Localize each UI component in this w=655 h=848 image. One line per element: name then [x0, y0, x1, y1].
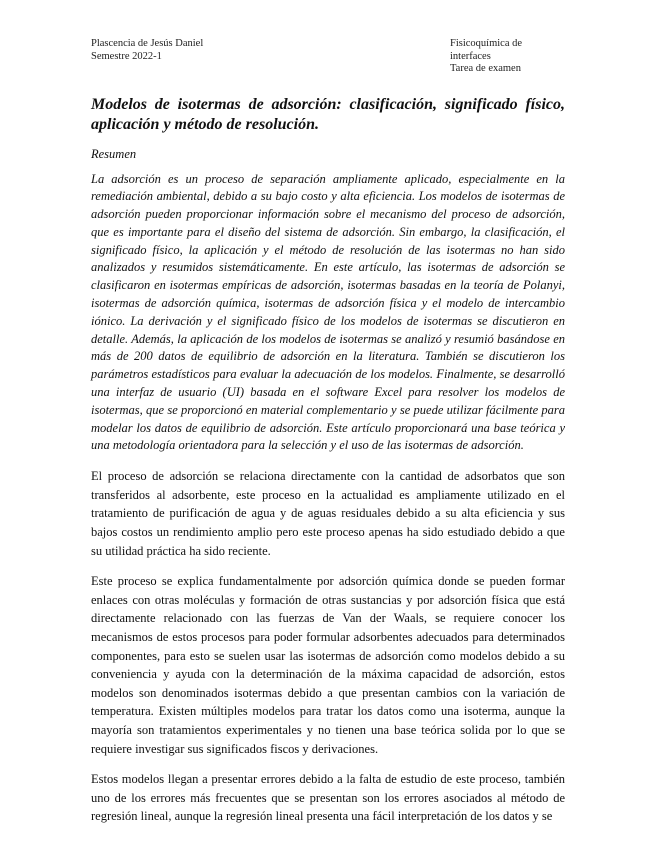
header-left: [91, 38, 203, 76]
author-name: Plascencia de Jesús Daniel: [91, 38, 204, 49]
page-header: [91, 38, 565, 76]
document-title: Modelos de isotermas de adsorción: clasificación, significado físico, aplicación y método de resolución.: [91, 95, 565, 133]
semester: Semestre 2022-1: [91, 50, 162, 62]
body-paragraph: El proceso de adsorción se relaciona directamente con la cantidad de adsorbatos que son transferidos al adsorbente, este proceso en la actualidad es ampliamente utilizado en el tratamiento de purificación de agua y de aguas residuales debido a su alta eficiencia y sus bajos costos un rendimiento amplio pero este proceso apenas ha sido estudiado debido a que su utilidad práctica ha sido reciente.: [91, 469, 565, 558]
assignment-type: Tarea de examen: [450, 63, 521, 74]
abstract-label: Resumen: [91, 146, 137, 161]
body-paragraph: Este proceso se explica fundamentalmente por adsorción química donde se pueden formar enlaces con otras moléculas y formación de otras sustancias y por adsorción física que está directamente relacionado con las fuerzas de Van der Waals, se requiere conocer los mecanismos de estos procesos para poder formular adsorbentes adecuados para determinados componentes, para esto se suelen usar las isotermas de adsorción como modelos debido a su conveniencia y ayuda con la determinación de la máxima capacidad de adsorción, estos modelos son denominados isotermas debido a que presentan cambios con la variación de temperatura. Existen múltiples modelos para tratar los datos como una isoterma, aunque la mayoría son tratamientos experimentales y no tienen una base teórica solida por lo que se requiere investigar sus significados fiscos y derivaciones.: [91, 574, 565, 756]
course-name: Fisicoquímica de interfaces: [450, 38, 523, 62]
body-paragraph: Estos modelos llegan a presentar errores debido a la falta de estudio de este proceso, también uno de los errores más frecuentes que se presentan son los errores asociados al método de regresión lineal, aunque la regresión lineal presenta una fácil interpretación de los datos y se: [91, 772, 565, 824]
abstract-text: La adsorción es un proceso de separación ampliamente aplicado, especialmente en la remediación ambiental, debido a su bajo costo y alta eficiencia. Los modelos de isotermas de adsorción pueden proporcionar información sobre el mecanismo del proceso de adsorción, que es importante para el diseño del sistema de adsorción. Sin embargo, la clasificación, el significado físico, la aplicación y el método de resolución de las isotermas no han sido analizados y resumidos sistemáticamente. En este artículo, las isotermas de adsorción se clasificaron en isotermas empíricas de adsorción, isotermas basadas en la teoría de Polanyi, isotermas de adsorción química, isotermas de adsorción física y el modelo de intercambio iónico. La derivación y el significado físico de los modelos de isotermas se discutieron en detalle. Además, la aplicación de los modelos de isotermas se analizó y resumió basándose en más de 200 datos de equilibrio de adsorción en la literatura. También se discutieron los parámetros estadísticos para evaluar la adecuación de los modelos. Finalmente, se desarrolló una interfaz de usuario (UI) basada en el software Excel para resolver los modelos de isotermas, que se proporcionó en material complementario y se puede utilizar fácilmente para modelar los datos de equilibrio de adsorción. Este artículo proporcionará una base teórica y una metodología orientadora para la selección y el uso de las isotermas de adsorción.: [91, 171, 565, 453]
document-page: [91, 38, 565, 826]
header-right: [450, 38, 565, 76]
